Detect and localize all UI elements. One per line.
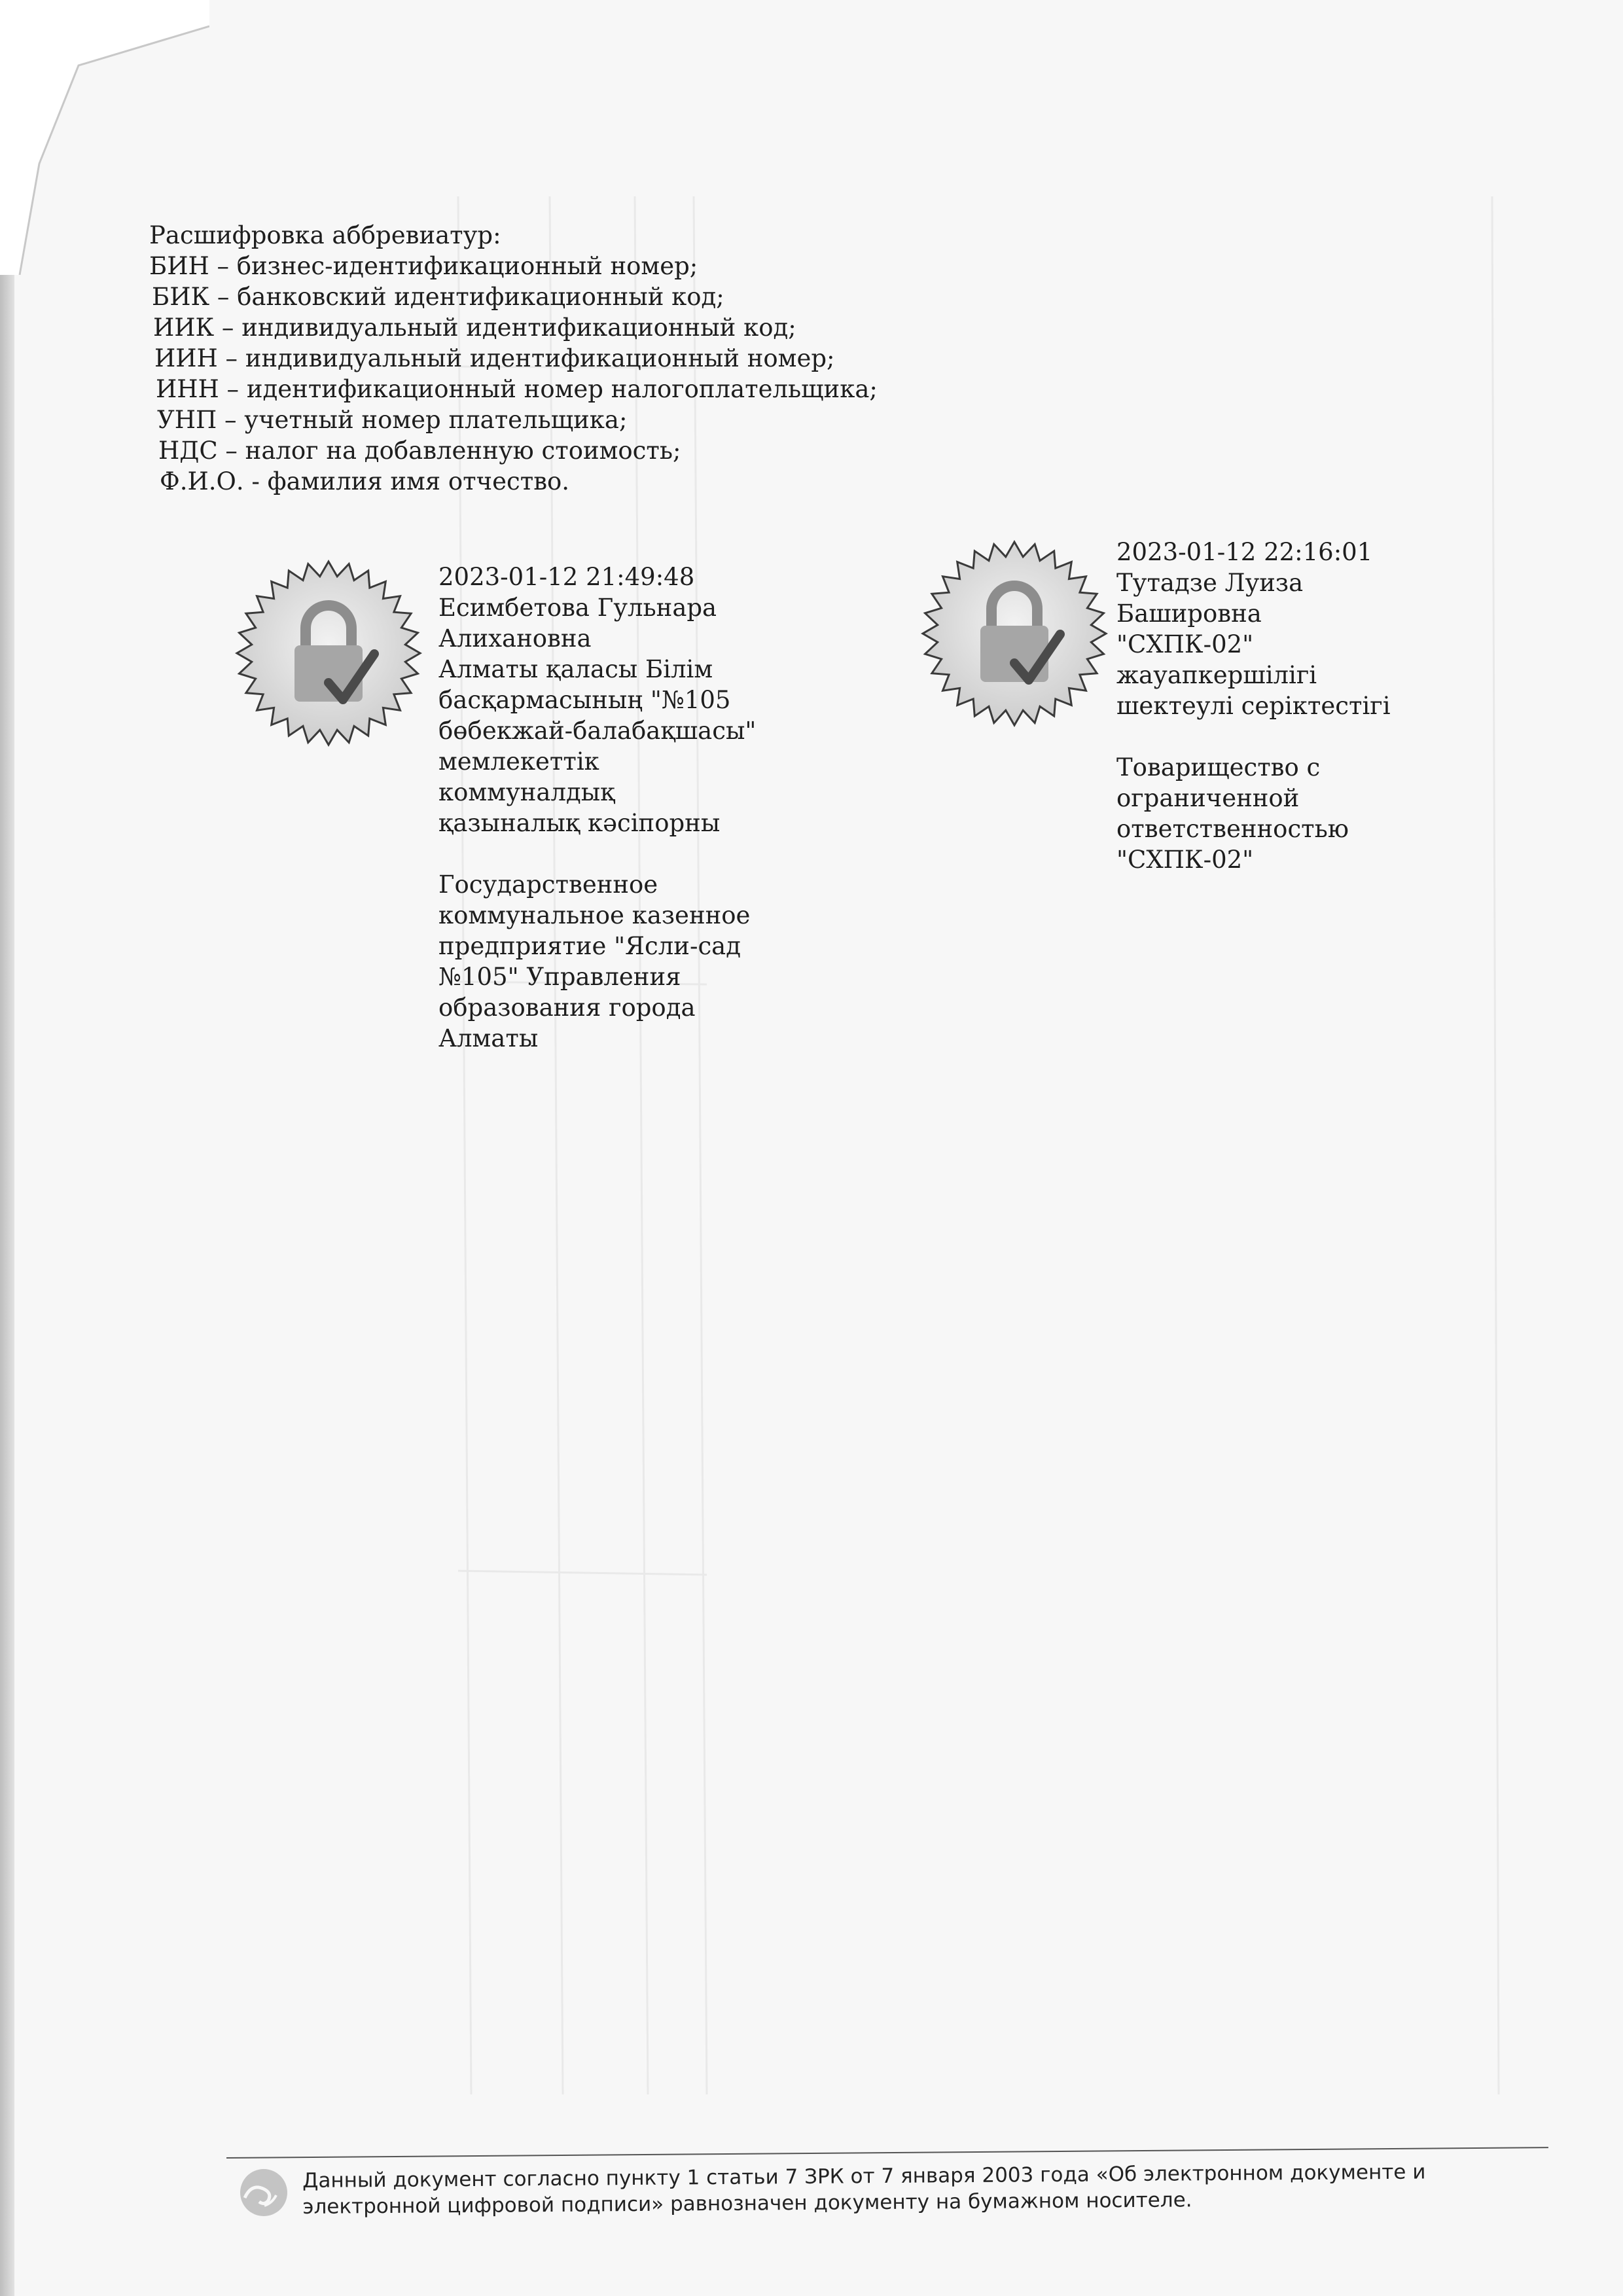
organization-ru: ответственностью (1116, 815, 1349, 843)
organization-ru: Государственное (438, 870, 658, 899)
abbreviation-item: ИНН – идентификационный номер налогоплательщика; (156, 375, 878, 403)
signer-name: Есимбетова Гульнара (438, 594, 717, 622)
abbreviation-item: БИК – банковский идентификационный код; (152, 283, 724, 311)
abbreviation-item: ИИН – индивидуальный идентификационный номер; (154, 344, 835, 372)
signature-block-1 (438, 562, 805, 1054)
ornament-logo-icon (236, 2165, 292, 2217)
organization-ru: коммунальное казенное (438, 901, 751, 929)
abbreviation-item: БИН – бизнес-идентификационный номер; (149, 252, 698, 280)
organization-kz: коммуналдық (438, 778, 615, 806)
signature-block-2 (1116, 537, 1483, 875)
abbreviation-item: НДС – налог на добавленную стоимость; (158, 437, 681, 465)
footer-legal-notice (302, 2158, 1546, 2220)
abbreviations-block (149, 220, 1000, 497)
abbreviation-item: ИИК – индивидуальный идентификационный код; (153, 314, 796, 342)
organization-ru: ограниченной (1116, 784, 1300, 812)
organization-kz: бөбекжай-балабақшасы" (438, 717, 757, 745)
signer-name: Башировна (1116, 600, 1262, 628)
signature-timestamp: 2023-01-12 22:16:01 (1116, 538, 1373, 566)
abbreviation-item: УНП – учетный номер плательщика; (157, 406, 628, 434)
organization-kz: Алматы қаласы Білім (438, 655, 713, 683)
padlock-check-seal-icon (916, 535, 1113, 732)
padlock-check-seal-icon (230, 555, 427, 751)
signature-timestamp: 2023-01-12 21:49:48 (438, 563, 695, 591)
abbreviations-heading: Расшифровка аббревиатур: (149, 221, 501, 249)
organization-ru: предприятие "Ясли-сад (438, 932, 741, 960)
footer-line: Данный документ согласно пункту 1 статьи 7 ЗРК от 7 января 2003 года «Об электронном документе и (302, 2160, 1426, 2193)
organization-ru: "СХПК-02" (1116, 846, 1254, 874)
organization-ru: Товарищество с (1116, 753, 1321, 781)
organization-ru: №105" Управления (438, 963, 681, 991)
signer-name: Алихановна (438, 624, 592, 653)
organization-kz: шектеулі серіктестігі (1116, 692, 1391, 720)
organization-kz: "СХПК-02" (1116, 630, 1254, 658)
signer-name: Тутадзе Луиза (1116, 569, 1304, 597)
organization-ru: образования города (438, 994, 696, 1022)
footer-line: электронной цифровой подписи» равнозначен документу на бумажном носителе. (302, 2188, 1192, 2219)
organization-ru: Алматы (438, 1024, 539, 1052)
organization-kz: жауапкершілігі (1116, 661, 1317, 689)
organization-kz: қазыналық кәсіпорны (438, 809, 721, 837)
abbreviation-item: Ф.И.О. - фамилия имя отчество. (160, 467, 570, 495)
organization-kz: басқармасының "№105 (438, 686, 731, 714)
organization-kz: мемлекеттік (438, 747, 599, 776)
scanner-edge (0, 0, 14, 2296)
